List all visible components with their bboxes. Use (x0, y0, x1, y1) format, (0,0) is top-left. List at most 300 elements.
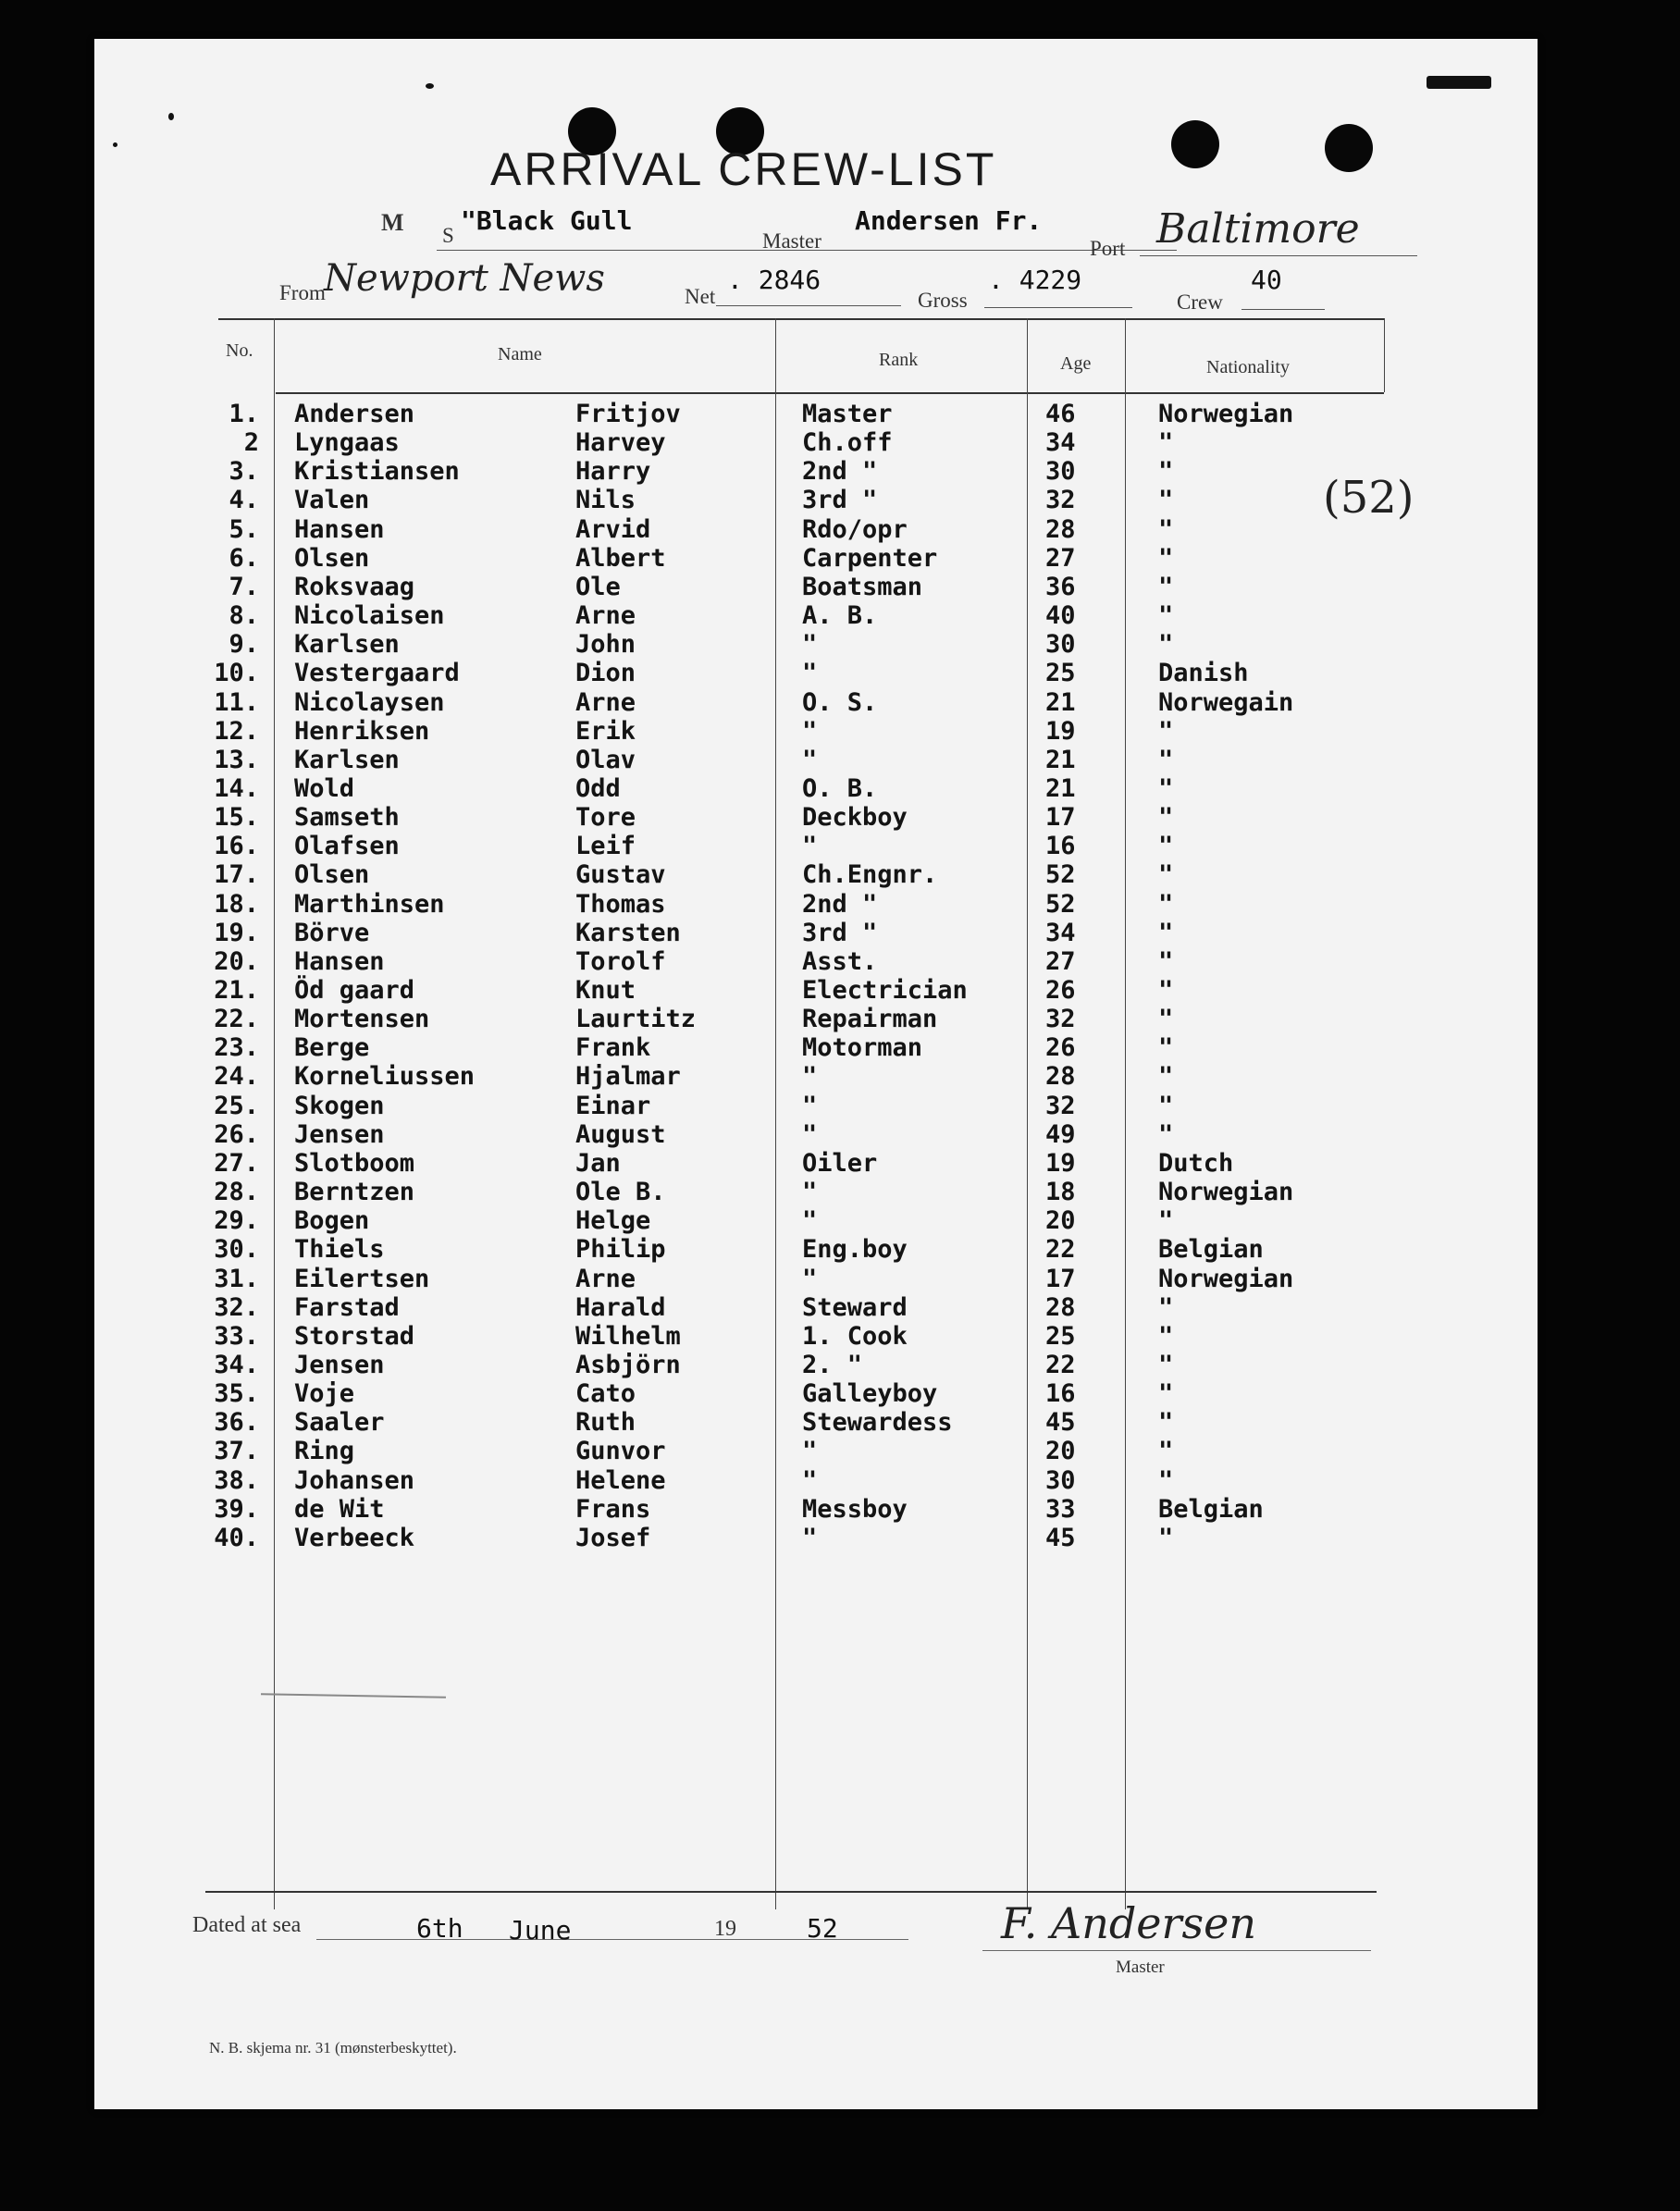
nationality: " (1158, 630, 1174, 660)
col-header-nationality: Nationality (1206, 357, 1290, 377)
gross-underline (984, 307, 1132, 308)
table-row (94, 1265, 1538, 1293)
age: 33 (1045, 1494, 1076, 1524)
net-underline (716, 305, 901, 306)
surname: Olafsen (294, 832, 400, 861)
surname: Slotboom (294, 1148, 415, 1178)
row-number: 18. (214, 889, 259, 919)
age: 21 (1045, 773, 1076, 803)
date-day: 6th (416, 1913, 463, 1944)
col-header-name: Name (498, 344, 542, 364)
rank: " (802, 832, 818, 861)
row-number: 5. (229, 514, 259, 544)
row-number: 6. (229, 543, 259, 573)
net-value: . 2846 (727, 265, 821, 295)
given-name: Helge (575, 1206, 651, 1236)
given-name: Odd (575, 773, 621, 803)
rank: A. B. (802, 601, 878, 631)
nationality: Belgian (1158, 1235, 1264, 1265)
given-name: Asbjörn (575, 1350, 681, 1379)
ink-speck (168, 113, 174, 120)
punch-hole (1171, 120, 1219, 168)
rank: Ch.off (802, 428, 893, 458)
rank: Eng.boy (802, 1235, 908, 1265)
age: 34 (1045, 428, 1076, 458)
nationality: " (1158, 1321, 1174, 1351)
table-top-rule (218, 318, 1384, 320)
given-name: Arne (575, 687, 636, 717)
table-row (94, 486, 1538, 514)
nationality: " (1158, 428, 1174, 458)
nationality: " (1158, 1292, 1174, 1322)
table-row (94, 774, 1538, 803)
row-number: 4. (229, 486, 259, 515)
master-underline (834, 250, 1177, 251)
master-name: Andersen Fr. (855, 205, 1043, 236)
nationality: " (1158, 572, 1174, 601)
table-row (94, 1033, 1538, 1062)
age: 34 (1045, 918, 1076, 947)
age: 27 (1045, 543, 1076, 573)
row-number: 19. (214, 918, 259, 947)
dated-label: Dated at sea (192, 1913, 302, 1937)
table-row (94, 428, 1538, 457)
rank: " (802, 1465, 818, 1495)
nationality: " (1158, 457, 1174, 487)
surname: Samseth (294, 803, 400, 833)
nationality: " (1158, 1350, 1174, 1379)
nationality: " (1158, 803, 1174, 833)
col-header-no: No. (226, 340, 253, 361)
surname: Roksvaag (294, 572, 415, 601)
master-label: Master (762, 229, 821, 253)
surname: Jensen (294, 1119, 385, 1149)
table-row (94, 1062, 1538, 1091)
given-name: Torolf (575, 946, 666, 976)
given-name: Karsten (575, 918, 681, 947)
nationality: " (1158, 514, 1174, 544)
rank: 3rd " (802, 486, 878, 515)
age: 52 (1045, 889, 1076, 919)
given-name: Hjalmar (575, 1062, 681, 1092)
gross-label: Gross (918, 289, 968, 312)
age: 45 (1045, 1408, 1076, 1438)
given-name: Arne (575, 601, 636, 631)
rank: " (802, 630, 818, 660)
nationality: " (1158, 1119, 1174, 1149)
net-label: Net (685, 285, 716, 308)
rank: " (802, 1523, 818, 1552)
row-number: 21. (214, 976, 259, 1005)
nationality: " (1158, 1206, 1174, 1236)
table-row (94, 1293, 1538, 1322)
age: 30 (1045, 630, 1076, 660)
given-name: Cato (575, 1379, 636, 1409)
surname: Farstad (294, 1292, 400, 1322)
surname: Voje (294, 1379, 355, 1409)
row-number: 38. (214, 1465, 259, 1495)
master-signature: F. Andersen (1001, 1898, 1256, 1948)
age: 17 (1045, 803, 1076, 833)
given-name: Fritjov (575, 400, 681, 428)
rank: 3rd " (802, 918, 878, 947)
row-number: 37. (214, 1437, 259, 1466)
signature-underline (982, 1950, 1371, 1951)
age: 18 (1045, 1178, 1076, 1207)
surname: Berge (294, 1033, 370, 1063)
nationality: " (1158, 976, 1174, 1005)
row-number: 22. (214, 1005, 259, 1034)
row-number: 34. (214, 1350, 259, 1379)
age: 28 (1045, 514, 1076, 544)
rank: " (802, 745, 818, 774)
rank: Galleyboy (802, 1379, 938, 1409)
table-row (94, 1408, 1538, 1437)
given-name: Knut (575, 976, 636, 1005)
rank: " (802, 1119, 818, 1149)
age: 20 (1045, 1437, 1076, 1466)
row-number: 39. (214, 1494, 259, 1524)
row-number: 20. (214, 946, 259, 976)
given-name: Olav (575, 745, 636, 774)
surname: Marthinsen (294, 889, 445, 919)
rank: Messboy (802, 1494, 908, 1524)
age: 32 (1045, 1005, 1076, 1034)
row-number: 15. (214, 803, 259, 833)
rank: Deckboy (802, 803, 908, 833)
age: 32 (1045, 486, 1076, 515)
rank: Oiler (802, 1148, 878, 1178)
port-underline (1140, 255, 1417, 256)
rank: O. B. (802, 773, 878, 803)
age: 21 (1045, 745, 1076, 774)
surname: Kristiansen (294, 457, 460, 487)
age: 40 (1045, 601, 1076, 631)
crew-list-document (94, 39, 1538, 2109)
age: 46 (1045, 400, 1076, 428)
surname: Bogen (294, 1206, 370, 1236)
surname: Hansen (294, 514, 385, 544)
row-number: 33. (214, 1321, 259, 1351)
date-century: 19 (714, 1917, 736, 1941)
nationality: " (1158, 832, 1174, 861)
rank: O. S. (802, 687, 878, 717)
table-row (94, 1206, 1538, 1235)
surname: Berntzen (294, 1178, 415, 1207)
table-row (94, 1149, 1538, 1178)
table-row (94, 544, 1538, 573)
rank: " (802, 659, 818, 688)
surname: Öd gaard (294, 976, 415, 1005)
nationality: Belgian (1158, 1494, 1264, 1524)
table-row (94, 947, 1538, 976)
row-number: 8. (229, 601, 259, 631)
row-number: 13. (214, 745, 259, 774)
nationality: " (1158, 716, 1174, 746)
row-number: 25. (214, 1091, 259, 1120)
rank: Steward (802, 1292, 908, 1322)
table-row (94, 659, 1538, 687)
given-name: Helene (575, 1465, 666, 1495)
age: 28 (1045, 1062, 1076, 1092)
header-bottom-rule (276, 392, 1384, 394)
given-name: Tore (575, 803, 636, 833)
table-row (94, 976, 1538, 1005)
age: 25 (1045, 659, 1076, 688)
table-row (94, 746, 1538, 774)
nationality: " (1158, 543, 1174, 573)
given-name: Josef (575, 1523, 651, 1552)
surname: Thiels (294, 1235, 385, 1265)
nationality: " (1158, 1408, 1174, 1438)
row-number: 31. (214, 1264, 259, 1293)
age: 19 (1045, 1148, 1076, 1178)
given-name: Arne (575, 1264, 636, 1293)
rank: " (802, 1091, 818, 1120)
table-row (94, 688, 1538, 717)
row-number: 11. (214, 687, 259, 717)
age: 25 (1045, 1321, 1076, 1351)
row-number: 3. (229, 457, 259, 487)
rank: " (802, 1264, 818, 1293)
table-row (94, 1524, 1538, 1552)
s-label: S (442, 224, 454, 247)
given-name: Arvid (575, 514, 651, 544)
surname: Karlsen (294, 745, 400, 774)
table-row (94, 890, 1538, 919)
age: 26 (1045, 1033, 1076, 1063)
rank: Asst. (802, 946, 878, 976)
age: 45 (1045, 1523, 1076, 1552)
row-number: 28. (214, 1178, 259, 1207)
age: 27 (1045, 946, 1076, 976)
rank: 2nd " (802, 457, 878, 487)
age: 19 (1045, 716, 1076, 746)
nationality: " (1158, 1062, 1174, 1092)
surname: Börve (294, 918, 370, 947)
rank: 2. " (802, 1350, 863, 1379)
row-number: 27. (214, 1148, 259, 1178)
table-row (94, 1437, 1538, 1465)
row-number: 29. (214, 1206, 259, 1236)
nationality: " (1158, 486, 1174, 515)
row-number: 9. (229, 630, 259, 660)
table-row (94, 573, 1538, 601)
given-name: Thomas (575, 889, 666, 919)
table-row (94, 1235, 1538, 1264)
table-row (94, 860, 1538, 889)
ink-speck (1427, 76, 1491, 89)
nationality: Norwegain (1158, 687, 1294, 717)
given-name: Philip (575, 1235, 666, 1265)
col-header-age: Age (1060, 353, 1092, 374)
given-name: Frans (575, 1494, 651, 1524)
row-number: 17. (214, 860, 259, 890)
surname: Storstad (294, 1321, 415, 1351)
row-number: 1. (229, 400, 259, 428)
given-name: Frank (575, 1033, 651, 1063)
surname: Wold (294, 773, 355, 803)
surname: Saaler (294, 1408, 385, 1438)
row-number: 2 (243, 428, 259, 458)
margin-note: (52) (1323, 472, 1414, 524)
nationality: Dutch (1158, 1148, 1234, 1178)
crew-underline (1241, 309, 1325, 310)
given-name: Gustav (575, 860, 666, 890)
document-title: ARRIVAL CREW-LIST (490, 143, 997, 195)
given-name: Harvey (575, 428, 666, 458)
surname: Olsen (294, 543, 370, 573)
surname: de Wit (294, 1494, 385, 1524)
col-divider (1384, 318, 1385, 392)
table-row (94, 515, 1538, 544)
given-name: Wilhelm (575, 1321, 681, 1351)
rank: Repairman (802, 1005, 938, 1034)
age: 17 (1045, 1264, 1076, 1293)
given-name: Nils (575, 486, 636, 515)
nationality: " (1158, 1465, 1174, 1495)
surname: Vestergaard (294, 659, 460, 688)
nationality: " (1158, 889, 1174, 919)
port-label: Port (1090, 237, 1126, 260)
row-number: 7. (229, 572, 259, 601)
rank: 1. Cook (802, 1321, 908, 1351)
nationality: Danish (1158, 659, 1249, 688)
nationality: " (1158, 1379, 1174, 1409)
table-row (94, 1466, 1538, 1495)
table-row (94, 717, 1538, 746)
nationality: Norwegian (1158, 1178, 1294, 1207)
crew-value: 40 (1251, 265, 1282, 295)
given-name: Leif (575, 832, 636, 861)
age: 22 (1045, 1350, 1076, 1379)
table-row (94, 1005, 1538, 1033)
table-row (94, 832, 1538, 860)
rank: Electrician (802, 976, 968, 1005)
given-name: Jan (575, 1148, 621, 1178)
ink-speck (113, 142, 117, 147)
rank: " (802, 1178, 818, 1207)
ship-name: "Black Gull (461, 205, 633, 236)
row-number: 35. (214, 1379, 259, 1409)
master-caption: Master (1116, 1958, 1165, 1977)
surname: Nicolaysen (294, 687, 445, 717)
date-year: 52 (807, 1913, 838, 1944)
surname: Andersen (294, 400, 415, 428)
col-header-rank: Rank (879, 350, 919, 370)
given-name: Dion (575, 659, 636, 688)
given-name: Harald (575, 1292, 666, 1322)
surname: Hansen (294, 946, 385, 976)
surname: Ring (294, 1437, 355, 1466)
age: 30 (1045, 457, 1076, 487)
strikethrough-scribble (261, 1693, 446, 1698)
row-number: 14. (214, 773, 259, 803)
rank: " (802, 1206, 818, 1236)
age: 16 (1045, 832, 1076, 861)
given-name: Albert (575, 543, 666, 573)
table-row (94, 1495, 1538, 1524)
surname: Olsen (294, 860, 370, 890)
surname: Verbeeck (294, 1523, 415, 1552)
age: 28 (1045, 1292, 1076, 1322)
table-row (94, 1351, 1538, 1379)
from-label: From (279, 281, 326, 304)
table-row (94, 400, 1538, 428)
nationality: " (1158, 745, 1174, 774)
age: 52 (1045, 860, 1076, 890)
table-row (94, 1379, 1538, 1408)
rank: Rdo/opr (802, 514, 908, 544)
nationality: " (1158, 860, 1174, 890)
nationality: " (1158, 601, 1174, 631)
rank: Carpenter (802, 543, 938, 573)
nationality: " (1158, 918, 1174, 947)
given-name: Ole B. (575, 1178, 666, 1207)
row-number: 32. (214, 1292, 259, 1322)
given-name: Harry (575, 457, 651, 487)
rank: Stewardess (802, 1408, 953, 1438)
from-value: Newport News (324, 257, 605, 300)
nationality: Norwegian (1158, 400, 1294, 428)
rank: Master (802, 400, 893, 428)
rank: " (802, 1437, 818, 1466)
nationality: " (1158, 1523, 1174, 1552)
surname: Korneliussen (294, 1062, 476, 1092)
age: 20 (1045, 1206, 1076, 1236)
table-row (94, 1322, 1538, 1351)
row-number: 26. (214, 1119, 259, 1149)
surname: Lyngaas (294, 428, 400, 458)
age: 30 (1045, 1465, 1076, 1495)
nationality: " (1158, 946, 1174, 976)
table-row (94, 803, 1538, 832)
row-number: 30. (214, 1235, 259, 1265)
surname: Johansen (294, 1465, 415, 1495)
given-name: August (575, 1119, 666, 1149)
given-name: Einar (575, 1091, 651, 1120)
rank: " (802, 1062, 818, 1092)
row-number: 23. (214, 1033, 259, 1063)
rank: " (802, 716, 818, 746)
surname: Karlsen (294, 630, 400, 660)
age: 22 (1045, 1235, 1076, 1265)
row-number: 36. (214, 1408, 259, 1438)
age: 49 (1045, 1119, 1076, 1149)
nationality: " (1158, 773, 1174, 803)
table-row (94, 630, 1538, 659)
table-row (94, 1092, 1538, 1120)
surname: Skogen (294, 1091, 385, 1120)
given-name: Ole (575, 572, 621, 601)
ink-speck (426, 83, 434, 89)
table-row (94, 919, 1538, 947)
row-number: 10. (214, 659, 259, 688)
gross-value: . 4229 (988, 265, 1082, 295)
row-number: 40. (214, 1523, 259, 1552)
age: 16 (1045, 1379, 1076, 1409)
row-number: 16. (214, 832, 259, 861)
date-month: June (509, 1915, 572, 1945)
given-name: Gunvor (575, 1437, 666, 1466)
surname: Henriksen (294, 716, 430, 746)
table-row (94, 457, 1538, 486)
given-name: Ruth (575, 1408, 636, 1438)
footer-rule (205, 1891, 1377, 1893)
row-number: 12. (214, 716, 259, 746)
nationality: Norwegian (1158, 1264, 1294, 1293)
surname: Jensen (294, 1350, 385, 1379)
